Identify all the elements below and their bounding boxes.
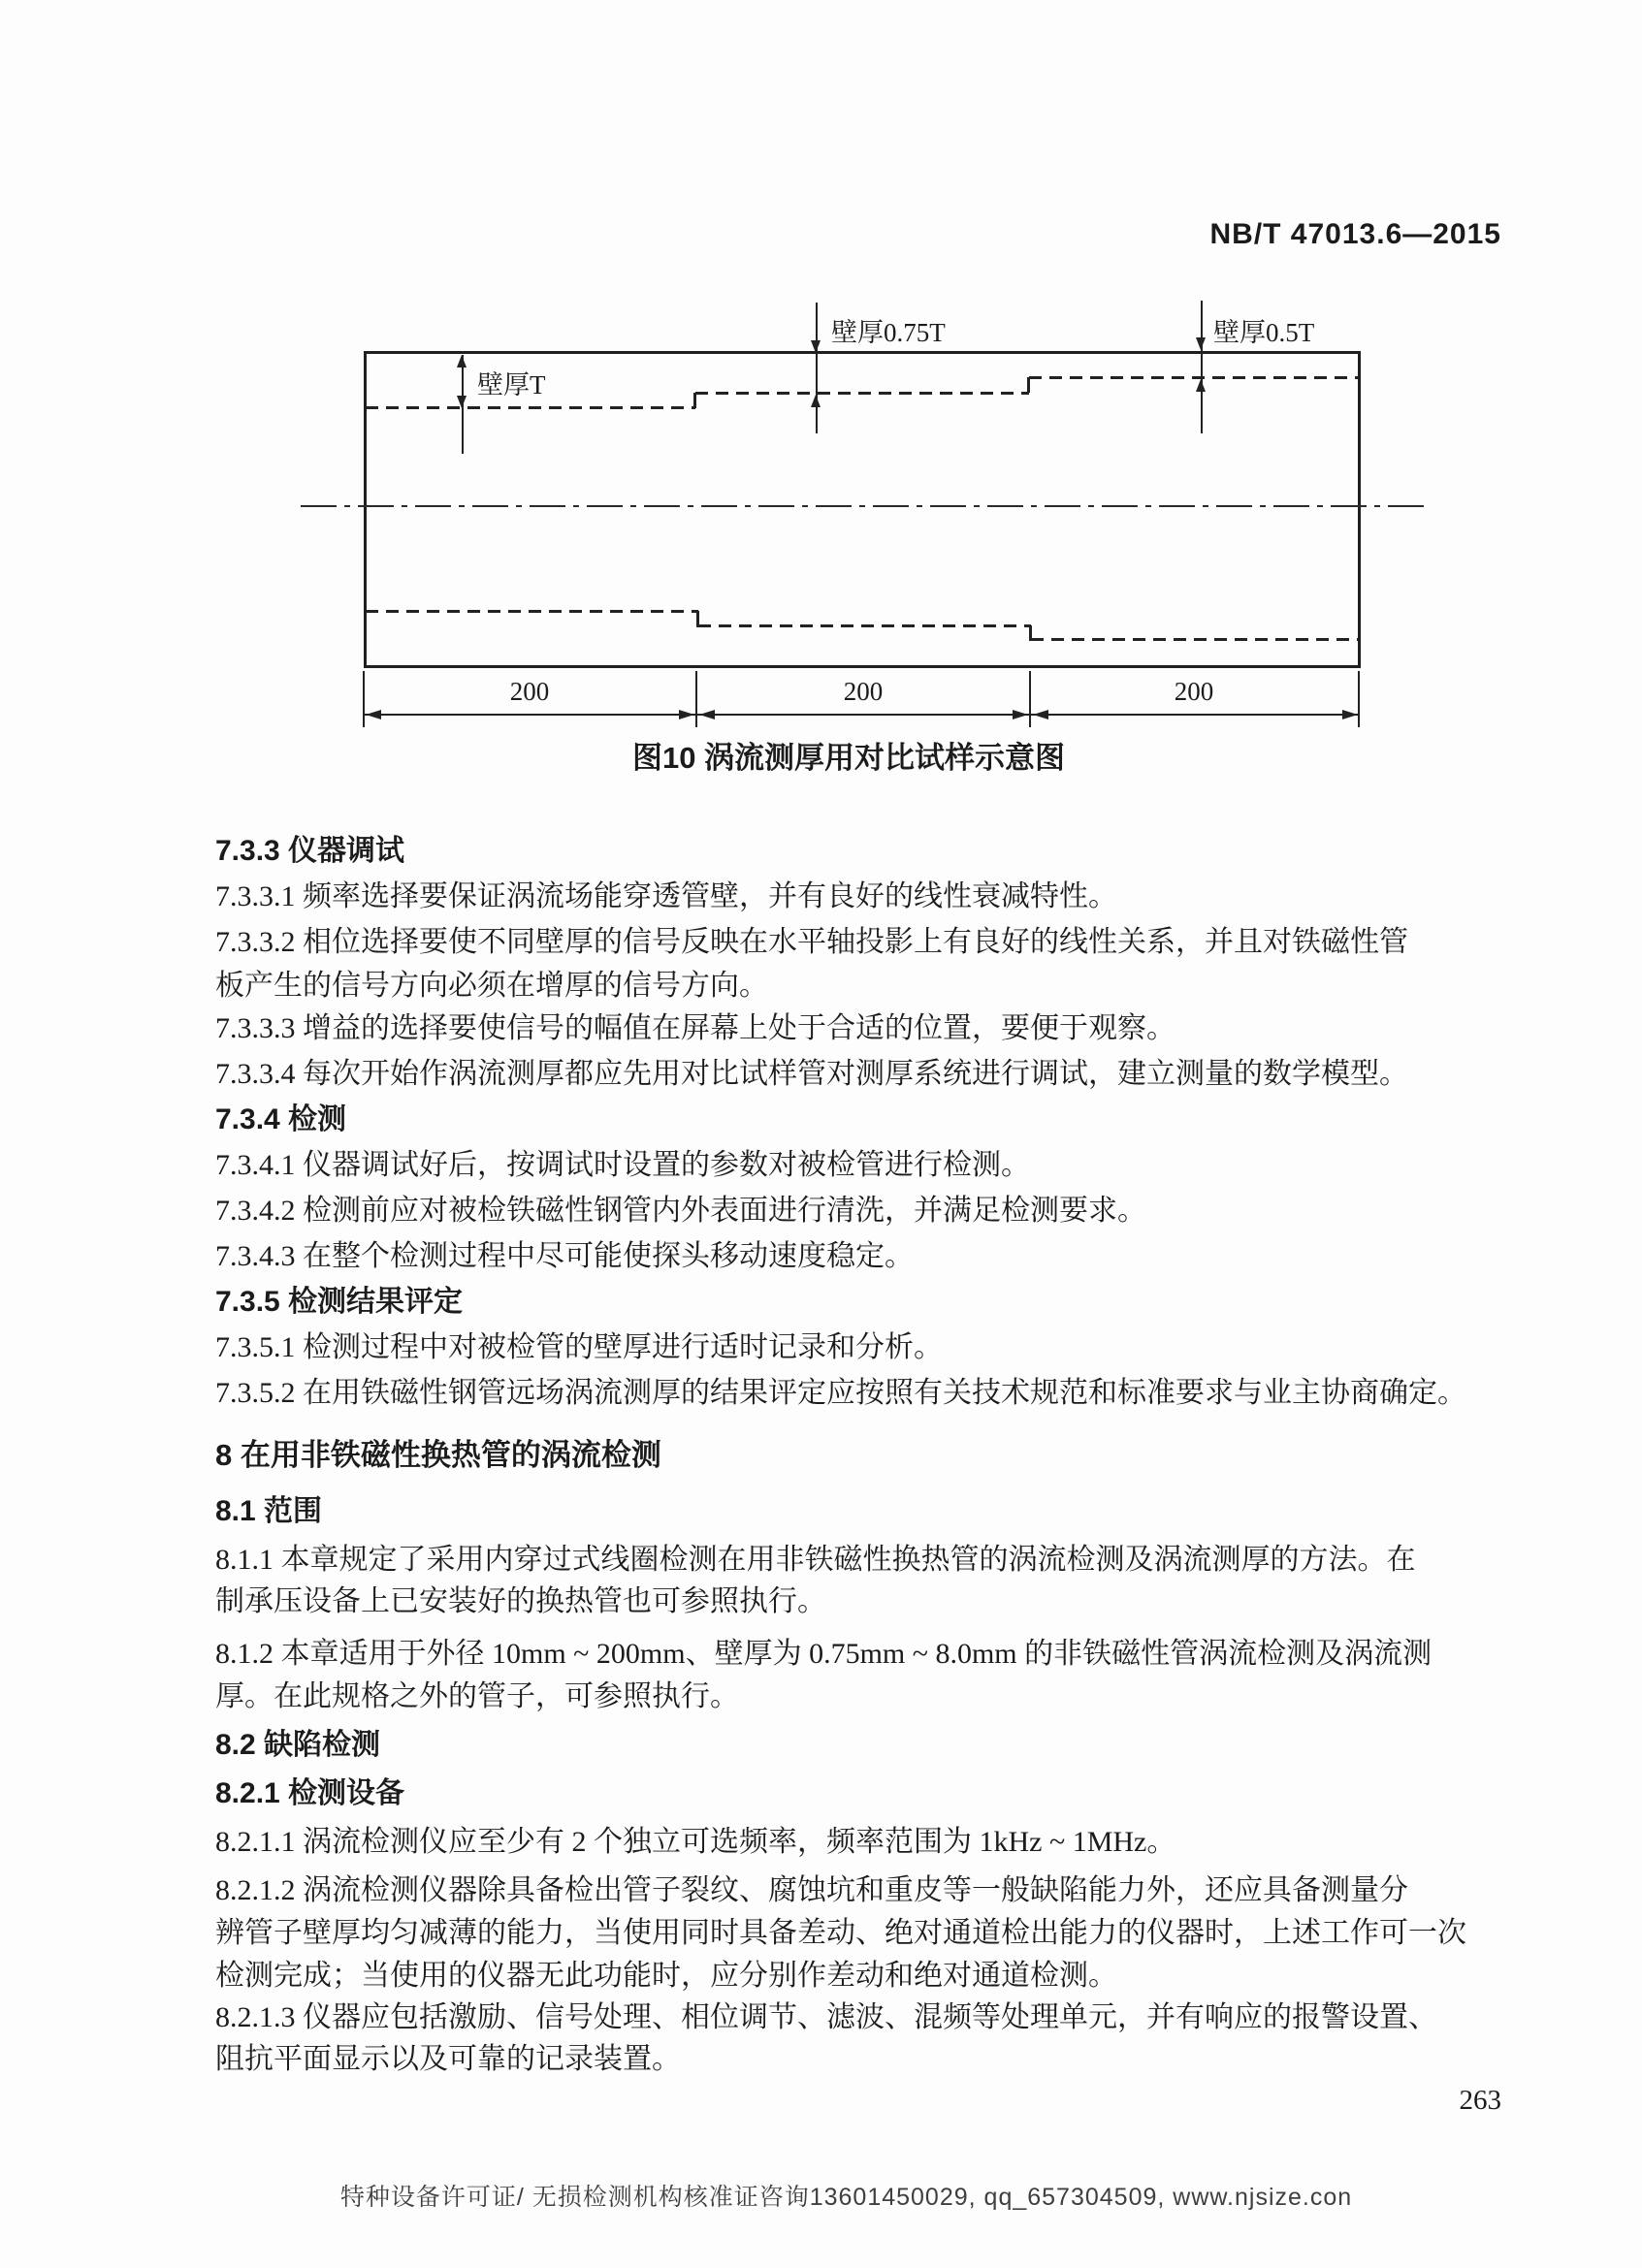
text-line: 制承压设备上已安装好的换热管也可参照执行。 — [215, 1585, 826, 1617]
text-line: 8.2 缺陷检测 — [215, 1729, 381, 1761]
wall-thickness-t-label: 壁厚T — [477, 370, 546, 399]
dimension-value-3: 200 — [1174, 677, 1214, 706]
text-line: 7.3.5.2 在用铁磁性钢管远场涡流测厚的结果评定应按照有关技术规范和标准要求与业主协商确定。 — [215, 1377, 1466, 1409]
wall-thickness-075t-label: 壁厚0.75T — [831, 318, 946, 347]
text-line: 厚。在此规格之外的管子，可参照执行。 — [215, 1680, 739, 1712]
footer-watermark: 特种设备许可证/ 无损检测机构核准证咨询13601450029, qq_657304509, www.njsize.con — [339, 2184, 1353, 2211]
text-line: 8.2.1 检测设备 — [215, 1777, 405, 1809]
text-line: 7.3.4.2 检测前应对被检铁磁性钢管内外表面进行清洗，并满足检测要求。 — [215, 1195, 1146, 1227]
text-line: 检测完成；当使用的仪器无此功能时，应分别作差动和绝对通道检测。 — [215, 1960, 1117, 1992]
text-line: 8.2.1.3 仪器应包括激励、信号处理、相位调节、滤波、混频等处理单元，并有响应的报警设置、 — [215, 2001, 1437, 2033]
text-line: 阻抗平面显示以及可靠的记录装置。 — [215, 2043, 681, 2075]
text-line: 7.3.3.3 增益的选择要使信号的幅值在屏幕上处于合适的位置，要便于观察。 — [215, 1012, 1175, 1044]
text-line: 7.3.4 检测 — [215, 1103, 347, 1135]
text-line: 7.3.3.4 每次开始作涡流测厚都应先用对比试样管对测厚系统进行调试，建立测量的数学模型。 — [215, 1058, 1408, 1090]
text-line: 板产生的信号方向必须在增厚的信号方向。 — [215, 970, 768, 1002]
dimension-value-1: 200 — [509, 677, 550, 706]
text-line: 8.1.2 本章适用于外径 10mm ~ 200mm、壁厚为 0.75mm ~ 8.0mm 的非铁磁性管涡流检测及涡流测 — [215, 1638, 1433, 1670]
text-line: 7.3.3.2 相位选择要使不同壁厚的信号反映在水平轴投影上有良好的线性关系，并且对铁磁性管 — [215, 926, 1408, 958]
figure-caption: 图10 涡流测厚用对比试样示意图 — [631, 741, 1066, 775]
text-line: 8.1.1 本章规定了采用内穿过式线圈检测在用非铁磁性换热管的涡流检测及涡流测厚的方法。在 — [215, 1544, 1416, 1576]
text-line: 8.2.1.1 涡流检测仪应至少有 2 个独立可选频率，频率范围为 1kHz ~ 1MHz。 — [215, 1826, 1176, 1858]
text-line: 8.2.1.2 涡流检测仪器除具备检出管子裂纹、腐蚀坑和重皮等一般缺陷能力外，还应具备测量分 — [215, 1874, 1408, 1906]
text-line: 7.3.4.1 仪器调试好后，按调试时设置的参数对被检管进行检测。 — [215, 1149, 1030, 1181]
text-line: 7.3.5 检测结果评定 — [215, 1286, 464, 1318]
wall-thickness-05t-label: 壁厚0.5T — [1213, 318, 1315, 347]
text-line: 7.3.4.3 在整个检测过程中尽可能使探头移动速度稳定。 — [215, 1240, 914, 1272]
dimension-value-2: 200 — [843, 677, 884, 706]
text-line: 8.1 范围 — [215, 1495, 323, 1527]
text-line: 辨管子壁厚均匀减薄的能力，当使用同时具备差动、绝对通道检出能力的仪器时，上述工作可一次 — [215, 1917, 1466, 1949]
text-line: 7.3.3.1 频率选择要保证涡流场能穿透管壁，并有良好的线性衰减特性。 — [215, 880, 1117, 912]
page-number: 263 — [1459, 2085, 1501, 2116]
text-line: 8 在用非铁磁性换热管的涡流检测 — [215, 1438, 661, 1472]
standard-number-header: NB/T 47013.6—2015 — [1209, 218, 1501, 250]
text-line: 7.3.3 仪器调试 — [215, 835, 405, 867]
text-line: 7.3.5.1 检测过程中对被检管的壁厚进行适时记录和分析。 — [215, 1331, 943, 1363]
